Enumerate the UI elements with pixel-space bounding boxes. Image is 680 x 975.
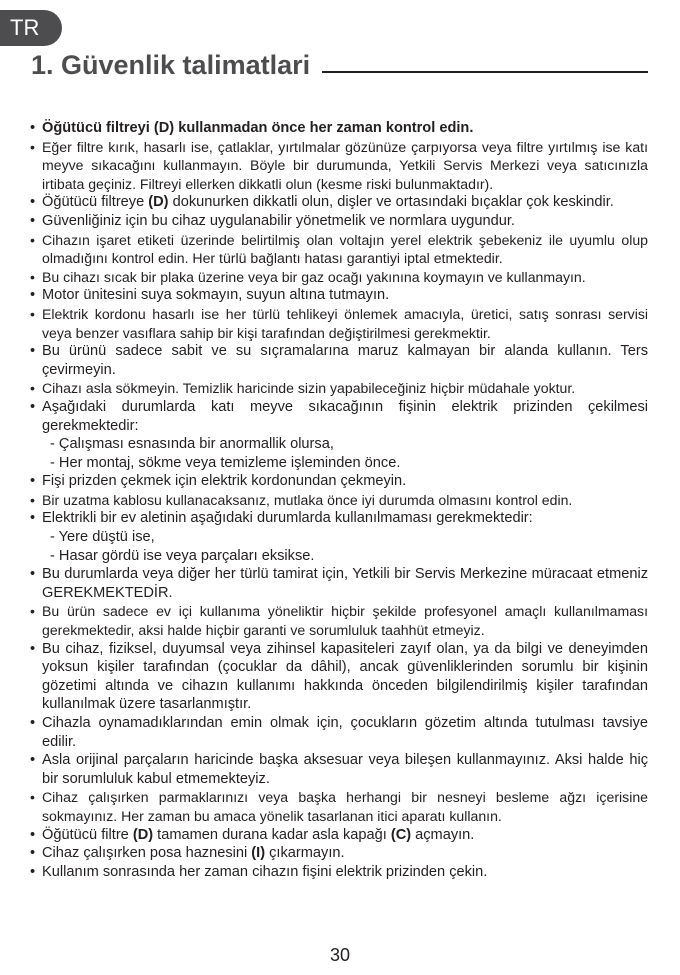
instruction-text: Asla orijinal parçaların haricinde başka aksesuar veya bileşen kullanmayınız. Aksi halde hiç bir sorumluluk kabul etmemekteyiz. (42, 752, 648, 787)
sub-item: - Hasar gördü ise veya parçaları eksikse. (50, 547, 315, 564)
instruction-text: Bu ürünü sadece sabit ve su sıçramalarına maruz kalmayan bir alanda kullanın. Ters çevirmeyin. (42, 343, 648, 378)
instruction-text: Öğütücü filtre (42, 826, 133, 843)
part-reference: (D) (132, 826, 154, 843)
instruction-item (30, 398, 648, 472)
instruction-item (30, 231, 648, 268)
sub-item: - Her montaj, sökme veya temizleme işleminden önce. (50, 454, 401, 471)
sub-item: - Yere düştü ise, (50, 529, 155, 546)
instruction-text: Fişi prizden çekmek için elektrik kordonundan çekmeyin. (42, 473, 407, 490)
instruction-text: tamamen durana kadar asla kapağı (153, 826, 391, 843)
instruction-text: Güvenliğiniz için bu cihaz uygulanabilir yönetmelik ve normlara uygundur. (42, 212, 515, 229)
instruction-item (30, 788, 648, 825)
instruction-text: Motor ünitesini suya sokmayın, suyun altına tutmayın. (42, 287, 390, 304)
instruction-item (30, 844, 648, 863)
title-rule (322, 71, 648, 73)
page-title: 1. Güvenlik talimatlari (31, 50, 311, 80)
instruction-text: Bu cihaz, fiziksel, duyumsal veya zihinsel kapasiteleri zayıf olan, ya da bilgi ve deneyimden yoksun kişiler tarafından (çocuklar da dâhil), ancak güvenliklerinden sorumlu bir kişinin gözetimi altında ve cihazın kullanımı hakkında önceden bilgilendirilmiş kişiler tarafından kullanılmak üzere tasarlanmıştır. (42, 640, 648, 713)
instruction-text: dokunurken dikkatli olun, dişler ve ortasındaki bıçaklar çok keskindir. (168, 194, 614, 211)
instruction-item (30, 138, 648, 194)
instruction-text: Cihazı asla sökmeyin. Temizlik haricinde sizin yapabileceğiniz hiçbir müdahale yoktur. (42, 380, 576, 397)
instruction-item (30, 602, 648, 639)
instruction-text: Bu durumlarda veya diğer her türlü tamirat için, Yetkili bir Servis Merkezine müracaat etmeniz GEREKMEKTEDİR. (42, 566, 648, 601)
part-reference: (I) (251, 845, 266, 862)
language-badge: TR (0, 10, 62, 46)
instruction-text: Bir uzatma kablosu kullanacaksanız, mutlaka önce iyi durumda olmasını kontrol edin. (42, 491, 573, 508)
instruction-item (30, 565, 648, 602)
instruction-item (30, 193, 648, 212)
instruction-item (30, 509, 648, 565)
instruction-text: Bu cihazı sıcak bir plaka üzerine veya bir gaz ocağı yakınına koymayın ve kullanmayın. (42, 268, 586, 285)
instruction-text: Cihazın işaret etiketi üzerinde belirtilmiş olan voltajın yerel elektrik şebekeniz ile uyumlu olup olmadığını kontrol edin. Her türlü bağlantı hatası garantiyi iptal etmektedir. (42, 231, 648, 267)
instruction-text: Eğer filtre kırık, hasarlı ise, çatlaklar, yırtılmalar gözünüze çarpıyorsa veya filtre yırtılmış ise katı meyve sıkacağını kullanmayın. Böyle bir durumunda, Yetkili Servis Merkezi veya satıcınızla irtibata geçiniz. Filtreyi ellerken dikkatli olun (kesme riski bulunmaktadır). (42, 138, 648, 192)
instruction-text: Kullanım sonrasında her zaman cihazın fişini elektrik prizinden çekin. (42, 863, 488, 880)
part-reference: (C) (390, 826, 412, 843)
instruction-text: Öğütücü filtreyi (D) kullanmadan önce her zaman kontrol edin. (42, 120, 474, 136)
instruction-text: Cihaz çalışırken parmaklarınızı veya başka herhangi bir nesneyi besleme ağzı içerisine sokmayınız. Her zaman bu amaca yönelik tasarlanan itici aparatı kullanın. (42, 789, 648, 824)
instruction-item (30, 640, 648, 714)
instruction-text: Elektrikli bir ev aletinin aşağıdaki durumlarda kullanılmaması gerekmektedir: (42, 510, 533, 527)
instruction-item (30, 119, 648, 138)
instruction-item (30, 286, 648, 305)
instruction-item (30, 826, 648, 845)
instruction-item (30, 212, 648, 231)
part-reference: (D) (148, 194, 169, 211)
instruction-text: Öğütücü filtreye (42, 194, 149, 211)
instruction-item (30, 751, 648, 788)
instruction-text: Aşağıdaki durumlarda katı meyve sıkacağının fişinin elektrik prizinden çekilmesi gerekmektedir: (42, 398, 648, 434)
instruction-item (30, 268, 648, 287)
instruction-text: Cihazla oynamadıklarından emin olmak için, çocukların gözetim altında tutulması tavsiye edilir. (42, 715, 648, 750)
instruction-text: Bu ürün sadece ev içi kullanıma yöneliktir hiçbir şekilde profesyonel amaçlı kullanılmaması gerekmektedir, aksi halde hiçbir garanti ve sorumluluk taahhüt etmeyiz. (42, 603, 648, 639)
instruction-item (30, 863, 648, 882)
safety-instructions-list (30, 119, 648, 881)
instruction-item (30, 342, 648, 379)
instruction-item (30, 305, 648, 342)
instruction-item (30, 491, 648, 510)
instruction-text: açmayın. (411, 826, 475, 843)
instruction-item (30, 714, 648, 751)
instruction-text: çıkarmayın. (265, 845, 345, 862)
instruction-item (30, 472, 648, 491)
instruction-text: Cihaz çalışırken posa haznesini (42, 845, 252, 862)
sub-item: - Çalışması esnasında bir anormallik olursa, (50, 436, 334, 453)
instruction-item (30, 379, 648, 398)
instruction-text: Elektrik kordonu hasarlı ise her türlü tehlikeyi önlemek amacıyla, üretici, satış sonrası servisi veya benzer vasıflara sahip bir kişi tarafından değiştirilmesi gerekmektir. (42, 305, 648, 341)
page-number: 30 (329, 945, 351, 965)
